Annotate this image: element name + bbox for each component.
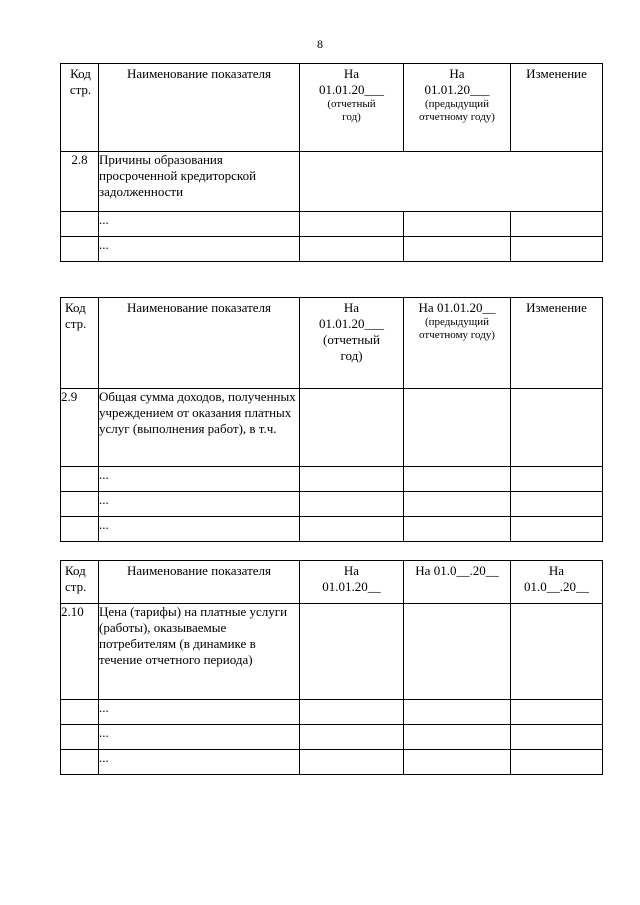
- header-col5: Изменение: [511, 64, 603, 152]
- header-col3-date: На 01.01.20___: [319, 300, 384, 331]
- table-row: [61, 467, 603, 492]
- value-cell[interactable]: [511, 517, 603, 542]
- value-cell[interactable]: [300, 604, 404, 700]
- value-cell[interactable]: [404, 389, 511, 467]
- value-cell[interactable]: [511, 604, 603, 700]
- value-cell[interactable]: [404, 750, 511, 775]
- value-cell[interactable]: [511, 750, 603, 775]
- table-paid-services-prices: [60, 560, 603, 775]
- table-row: [61, 750, 603, 775]
- code-cell[interactable]: [61, 212, 99, 237]
- header-name: Наименование показателя: [99, 561, 300, 604]
- value-cell[interactable]: [511, 725, 603, 750]
- header-col4: [404, 64, 511, 152]
- table-header-row: [61, 298, 603, 389]
- table-overdue-payables: [60, 63, 603, 262]
- header-col4-date: На 01.01.20__: [418, 300, 496, 315]
- row-placeholder: ...: [99, 212, 300, 237]
- row-placeholder: ...: [99, 467, 300, 492]
- value-cell[interactable]: [300, 725, 404, 750]
- value-cell[interactable]: [404, 517, 511, 542]
- header-name: Наименование показателя: [99, 298, 300, 389]
- header-code: Код стр.: [61, 64, 99, 152]
- table-row: [61, 492, 603, 517]
- header-code: Код стр.: [61, 298, 99, 389]
- row-placeholder: ...: [99, 725, 300, 750]
- value-cell[interactable]: [511, 467, 603, 492]
- header-col3-note: (отчетный год): [327, 98, 376, 123]
- header-col3: [300, 298, 404, 389]
- value-cell[interactable]: [300, 389, 404, 467]
- value-cell[interactable]: [404, 212, 511, 237]
- header-col5: На 01.0__.20__: [511, 561, 603, 604]
- header-col3-note: (отчетный год): [323, 332, 380, 363]
- table-row-main: [61, 152, 603, 212]
- value-cell[interactable]: [511, 212, 603, 237]
- row-code: 2.8: [61, 152, 99, 212]
- code-cell[interactable]: [61, 237, 99, 262]
- table-row-main: [61, 604, 603, 700]
- row-merged-value-cell[interactable]: [300, 152, 603, 212]
- header-col3-date: На 01.01.20___: [319, 66, 384, 97]
- code-cell[interactable]: [61, 467, 99, 492]
- table-row: [61, 725, 603, 750]
- value-cell[interactable]: [511, 492, 603, 517]
- value-cell[interactable]: [300, 212, 404, 237]
- header-col4-note: (предыдущий отчетному году): [419, 98, 495, 123]
- code-cell[interactable]: [61, 750, 99, 775]
- value-cell[interactable]: [300, 750, 404, 775]
- value-cell[interactable]: [404, 604, 511, 700]
- row-placeholder: ...: [99, 492, 300, 517]
- value-cell[interactable]: [404, 237, 511, 262]
- header-col3: На 01.01.20__: [300, 561, 404, 604]
- value-cell[interactable]: [511, 389, 603, 467]
- row-indicator-name: Цена (тарифы) на платные услуги (работы), оказываемые потребителям (в динамике в течение отчетного периода): [99, 604, 300, 700]
- table-row: [61, 212, 603, 237]
- code-cell[interactable]: [61, 492, 99, 517]
- value-cell[interactable]: [404, 467, 511, 492]
- table-row: [61, 517, 603, 542]
- value-cell[interactable]: [300, 467, 404, 492]
- value-cell[interactable]: [404, 725, 511, 750]
- header-col4: [404, 298, 511, 389]
- table-paid-services-income: [60, 297, 603, 542]
- value-cell[interactable]: [300, 700, 404, 725]
- row-code: 2.9: [61, 389, 99, 467]
- table-row: [61, 700, 603, 725]
- header-col3: [300, 64, 404, 152]
- header-code: Код стр.: [61, 561, 99, 604]
- table-row-main: [61, 389, 603, 467]
- table-header-row: [61, 64, 603, 152]
- value-cell[interactable]: [300, 517, 404, 542]
- value-cell[interactable]: [404, 700, 511, 725]
- code-cell[interactable]: [61, 725, 99, 750]
- table-header-row: [61, 561, 603, 604]
- header-col4: На 01.0__.20__: [404, 561, 511, 604]
- value-cell[interactable]: [300, 237, 404, 262]
- row-indicator-name: Причины образования просроченной кредиторской задолженности: [99, 152, 300, 212]
- code-cell[interactable]: [61, 700, 99, 725]
- row-placeholder: ...: [99, 517, 300, 542]
- header-col4-date: На 01.01.20___: [424, 66, 490, 97]
- row-placeholder: ...: [99, 750, 300, 775]
- value-cell[interactable]: [511, 700, 603, 725]
- table-row: [61, 237, 603, 262]
- row-indicator-name: Общая сумма доходов, полученных учреждением от оказания платных услуг (выполнения работ), в т.ч.: [99, 389, 300, 467]
- value-cell[interactable]: [511, 237, 603, 262]
- code-cell[interactable]: [61, 517, 99, 542]
- header-col5: Изменение: [511, 298, 603, 389]
- value-cell[interactable]: [300, 492, 404, 517]
- header-col4-note: (предыдущий отчетному году): [419, 316, 495, 341]
- row-placeholder: ...: [99, 700, 300, 725]
- page-number: 8: [317, 37, 323, 51]
- row-placeholder: ...: [99, 237, 300, 262]
- value-cell[interactable]: [404, 492, 511, 517]
- row-code: 2.10: [61, 604, 99, 700]
- header-name: Наименование показателя: [99, 64, 300, 152]
